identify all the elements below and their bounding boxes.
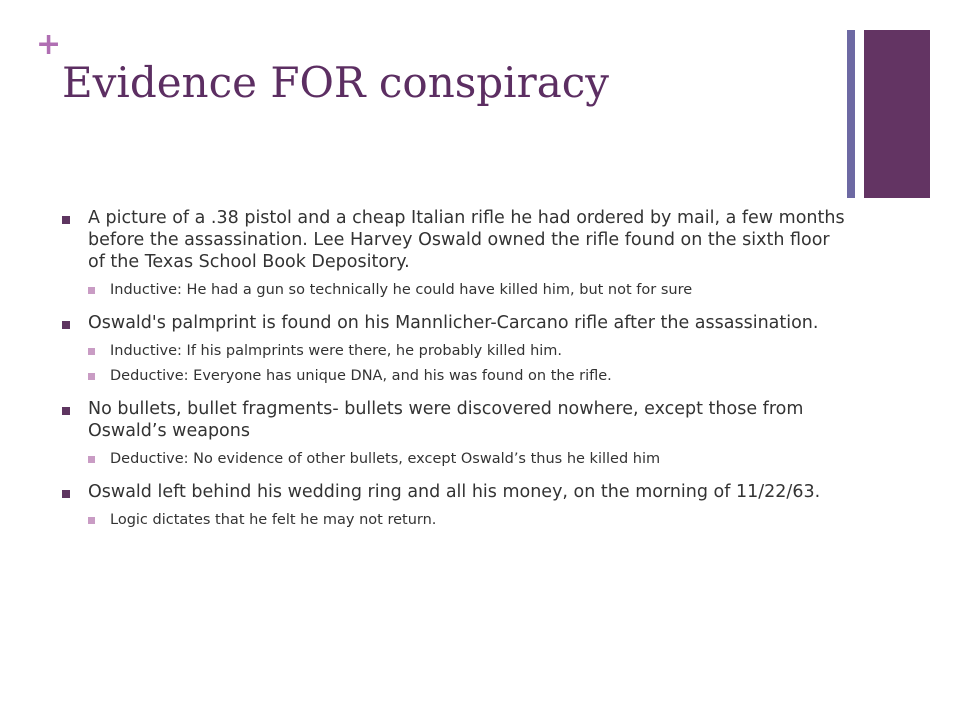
sub-bullet-list <box>88 281 852 299</box>
sub-bullet-list <box>88 511 852 529</box>
sub-bullet-text: Inductive: If his palmprints were there, he probably killed him. <box>110 343 563 359</box>
bullet-item <box>62 312 852 385</box>
sub-bullet-item <box>88 450 852 468</box>
sub-bullet-item <box>88 342 852 360</box>
sub-bullet-item <box>88 281 852 299</box>
bullet-text: No bullets, bullet fragments- bullets were discovered nowhere, except those from Oswald’s weapons <box>88 399 804 441</box>
sub-bullet-list <box>88 342 852 385</box>
bullet-text: Oswald left behind his wedding ring and all his money, on the morning of 11/22/63. <box>88 482 821 502</box>
sub-bullet-item <box>88 367 852 385</box>
bullet-item <box>62 481 852 529</box>
sub-bullet-text: Deductive: No evidence of other bullets, except Oswald’s thus he killed him <box>110 451 661 467</box>
accent-bar-thin <box>847 30 855 198</box>
plus-decoration: + <box>36 27 62 62</box>
bullet-text: Oswald's palmprint is found on his Mannlicher-Carcano rifle after the assassination. <box>88 313 819 333</box>
bullet-text: A picture of a .38 pistol and a cheap Italian rifle he had ordered by mail, a few months before the assassination. Lee Harvey Oswald owned the rifle found on the sixth floor of the Texas School Book Depository. <box>88 208 845 272</box>
bullet-item <box>62 207 852 299</box>
bullet-item <box>62 398 852 468</box>
bullet-list <box>62 207 852 542</box>
sub-bullet-text: Inductive: He had a gun so technically he could have killed him, but not for sure <box>110 282 693 298</box>
sub-bullet-list <box>88 450 852 468</box>
slide-title: Evidence FOR conspiracy <box>62 58 609 107</box>
sub-bullet-text: Logic dictates that he felt he may not return. <box>110 512 437 528</box>
sub-bullet-text: Deductive: Everyone has unique DNA, and his was found on the rifle. <box>110 368 612 384</box>
sub-bullet-item <box>88 511 852 529</box>
accent-bar-thick <box>864 30 930 198</box>
